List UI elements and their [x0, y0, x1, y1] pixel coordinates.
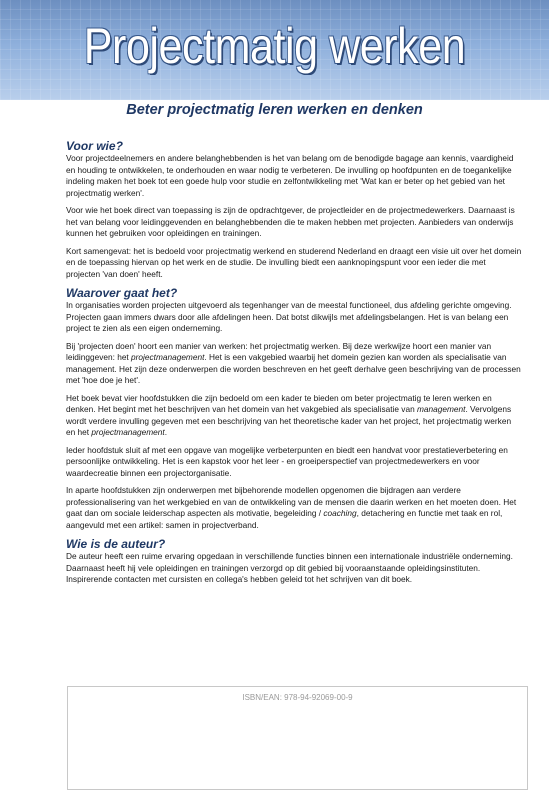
heading-voor-wie: Voor wie?	[66, 139, 123, 153]
paragraph	[66, 341, 522, 387]
main-content	[66, 139, 522, 586]
paragraph: Voor projectdeelnemers en andere belanghebbenden is het van belang om de benodigde bagage aan kennis, vaardigheid en houding te ontwikkelen, te onderhouden en waar nodig te verbeteren. De invulling op hoofdpunten en de toegankelijke indeling maken het boek tot een goede hulp voor studie en zelfontwikkeling met 'Wat kan er beter op het gebied van het projectmatig werken'.	[66, 153, 514, 198]
text-segment: Het boek bevat vier hoofdstukken die zijn bedoeld om een kader te bieden om beter projectmatig te leren werken en denken. Het begint met het beschrijven van het domein van het vakgebied als specialisatie van	[66, 392, 492, 414]
emphasis: coaching	[323, 508, 357, 518]
text-segment: . Het is een vakgebied waarbij het domein gezien kan worden als specialisatie van management. Het zijn deze onderwerpen die worden beschreven en het geeft derhalve geen beschrijving van de processen met 'hoe doe je het'.	[66, 352, 521, 385]
paragraph: De auteur heeft een ruime ervaring opgedaan in verschillende functies binnen een internationale industriële onderneming. Daarnaast heeft hij vele opleidingen en trainingen verzorgd op dit gebied bij vooraanstaande opleidingsinstituten. Inspirerende contacten met cursisten en collega's hebben geleid tot het schrijven van dit boek.	[66, 551, 513, 584]
heading-waarover: Waarover gaat het?	[66, 286, 178, 300]
text-segment: .	[164, 427, 168, 437]
heading-auteur: Wie is de auteur?	[66, 537, 166, 551]
text-segment: Bij 'projecten doen' hoort een manier van werken: het projectmatig werken. Bij deze werkwijze hoort een manier van leidinggeven: het	[66, 340, 492, 362]
isbn-box	[67, 686, 528, 790]
paragraph: Ieder hoofdstuk sluit af met een opgave van mogelijke verbeterpunten en biedt een handvat voor prestatieverbetering en persoonlijke ontwikkeling. Het is een kapstok voor het leer - en groeiperspectief van projectmedewerkers en voor waardecreatie binnen een projectorganisatie.	[66, 444, 508, 478]
paragraph: Voor wie het boek direct van toepassing is zijn de opdrachtgever, de projectleider en de projectmedewerkers. Daarnaast is het van belang voor leidinggevenden en belanghebbenden die te maken hebben met projecten. Aanbieders van onderwijs kunnen het gebruiken voor opleidingen en trainingen.	[66, 205, 515, 238]
title-banner	[0, 0, 549, 100]
paragraph: Kort samengevat: het is bedoeld voor projectmatig werkend en studerend Nederland en draagt een visie uit over het domein en de toepassing hiervan op het werk en de studie. De invulling biedt een aanknopingspunt voor een ieder die met projecten 'van doen' heeft.	[66, 245, 522, 279]
text-segment: , detachering en functie met taak en rol, aangevuld met een artikel: samen in projectverband.	[66, 508, 503, 530]
paragraph	[66, 485, 522, 531]
paragraph	[66, 393, 522, 439]
subtitle: Beter projectmatig leren werken en denken	[126, 102, 423, 118]
text-segment: . Vervolgens wordt verdere invulling gegeven met een beschrijving van het theoretische kader van het project, het projectmatig werken en het	[66, 404, 512, 437]
emphasis: projectmanagement	[131, 352, 205, 362]
paragraph: In organisaties worden projecten uitgevoerd als tegenhanger van de meestal functioneel, dus afdeling gerichte omgeving. Projecten gaan immers dwars door alle afdelingen heen. Dat botst dikwijls met afdelingsbelangen. Het is van belang een project te zien als een eigen onderneming.	[66, 300, 512, 333]
banner-title: Projectmatig werken	[83, 18, 466, 74]
emphasis: management	[417, 404, 466, 414]
isbn-text: ISBN/EAN: 978-94-92069-00-9	[242, 693, 353, 702]
text-segment: In aparte hoofdstukken zijn onderwerpen met bijbehorende modellen opgenomen die bijdragen aan verdere professionalisering van het werkgebied en van de ontwikkeling van de mensen die daarin werken en het moeten doen. Het gaat dan om sociale leiderschap aspecten als motivatie, begeleiding /	[66, 485, 517, 518]
emphasis: projectmanagement	[91, 427, 165, 437]
